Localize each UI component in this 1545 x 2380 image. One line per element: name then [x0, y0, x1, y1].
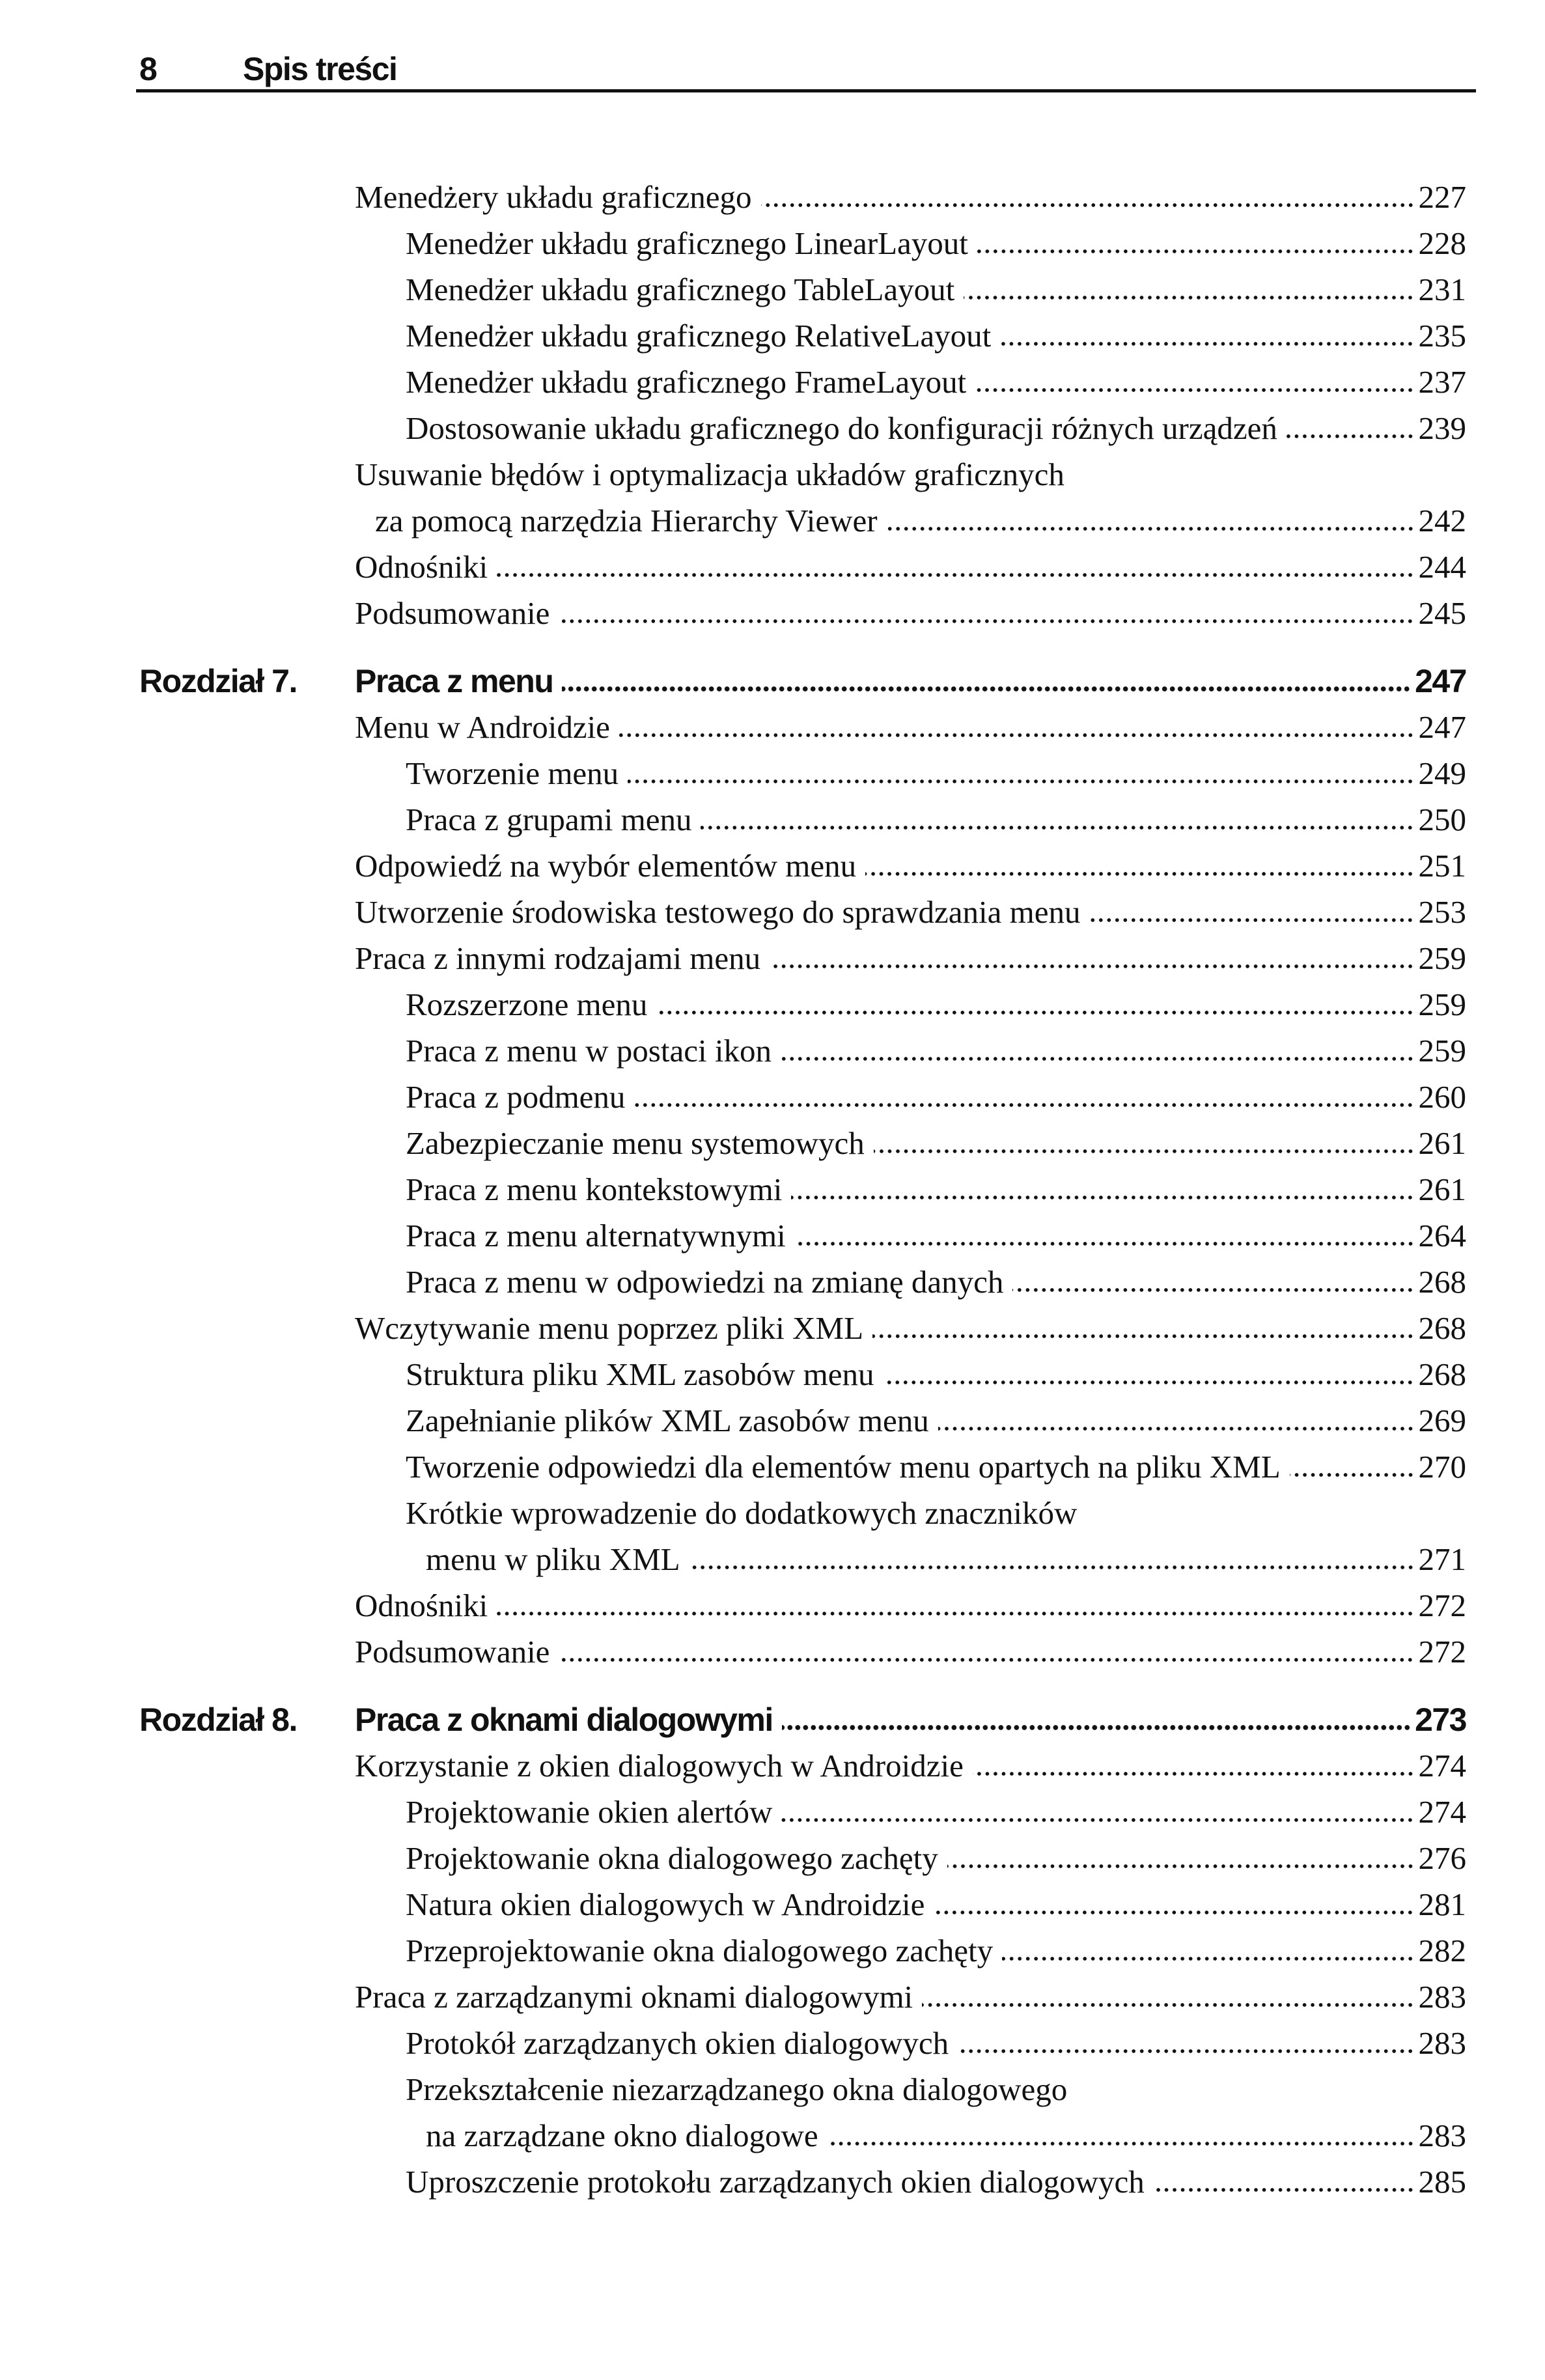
- toc-row[interactable]: [0, 1586, 1545, 1625]
- chapter-label: Rozdział 7.: [139, 663, 297, 699]
- dot-leader: [872, 1334, 1414, 1338]
- page-ref: 270: [1418, 1449, 1466, 1485]
- toc-row[interactable]: [0, 754, 1545, 793]
- dot-leader: [947, 1864, 1415, 1868]
- page-ref: 239: [1418, 410, 1466, 446]
- toc-entry: [406, 1216, 1466, 1255]
- toc-row[interactable]: [0, 1401, 1545, 1440]
- page-ref: 259: [1418, 987, 1466, 1022]
- dot-leader: [828, 2142, 1415, 2146]
- toc-row[interactable]: [0, 594, 1545, 633]
- dot-leader: [887, 527, 1415, 531]
- dot-leader: [795, 1242, 1415, 1246]
- page-header: [0, 0, 1545, 104]
- toc-entry: [355, 847, 1466, 886]
- page-ref: 281: [1418, 1886, 1466, 1922]
- page-ref: 260: [1418, 1079, 1466, 1115]
- dot-leader: [1002, 1957, 1414, 1961]
- toc-entry: [406, 1355, 1466, 1394]
- toc-row[interactable]: [0, 939, 1545, 978]
- page-ref: 242: [1418, 503, 1466, 539]
- page-ref: 250: [1418, 802, 1466, 837]
- toc-entry: [406, 800, 1466, 839]
- dot-leader: [1012, 1288, 1414, 1292]
- page-ref: 247: [1418, 709, 1466, 745]
- dot-leader: [562, 686, 1411, 692]
- toc-row[interactable]: [0, 363, 1545, 402]
- section-title: Spis treści: [243, 51, 397, 87]
- page-ref: 274: [1418, 1794, 1466, 1830]
- page-ref: 249: [1418, 755, 1466, 791]
- page-ref: 276: [1418, 1840, 1466, 1876]
- toc-row[interactable]: [0, 1355, 1545, 1394]
- toc-entry: [355, 939, 1466, 978]
- toc-entry: [375, 501, 1466, 540]
- dot-leader: [634, 1103, 1414, 1107]
- dot-leader: [883, 1380, 1414, 1384]
- toc-entry: [406, 1839, 1466, 1878]
- dot-leader: [874, 1149, 1415, 1153]
- dot-leader: [628, 779, 1414, 783]
- entry-title: Menedżer układu graficznego FrameLayout: [406, 364, 967, 400]
- dot-leader: [761, 203, 1415, 207]
- toc-entry: [355, 1632, 1466, 1672]
- entry-title: Praca z zarządzanymi oknami dialogowymi: [355, 1979, 913, 2015]
- toc-row[interactable]: [0, 1746, 1545, 1785]
- dot-leader: [934, 1911, 1414, 1914]
- page-ref: 271: [1418, 1541, 1466, 1577]
- entry-title: Podsumowanie: [355, 595, 550, 631]
- toc-entry: [406, 270, 1466, 309]
- toc-row[interactable]: [0, 1839, 1545, 1878]
- entry-title: na zarządzane okno dialogowe: [426, 2118, 818, 2153]
- page-ref: 261: [1418, 1125, 1466, 1161]
- dot-leader: [781, 1818, 1414, 1822]
- dot-leader: [689, 1565, 1415, 1569]
- dot-leader: [781, 1057, 1415, 1061]
- toc-row[interactable]: [0, 1170, 1545, 1209]
- toc-entry: [406, 754, 1466, 793]
- entry-title: Odnośniki: [355, 1588, 488, 1623]
- toc-row[interactable]: [0, 270, 1545, 309]
- dot-leader: [701, 826, 1414, 830]
- page-ref: 231: [1418, 272, 1466, 307]
- page-ref: 264: [1418, 1218, 1466, 1253]
- entry-title: Praca z grupami menu: [406, 802, 692, 837]
- entry-title: Natura okien dialogowych w Androidzie: [406, 1886, 925, 1922]
- chapter-heading[interactable]: [0, 1700, 1545, 1739]
- toc-row[interactable]: [0, 224, 1545, 263]
- entry-title: Zapełnianie plików XML zasobów menu: [406, 1403, 929, 1438]
- page-ref: 282: [1418, 1933, 1466, 1968]
- page-ref: 237: [1418, 364, 1466, 400]
- toc-entry: [406, 363, 1466, 402]
- page-ref: 283: [1418, 2118, 1466, 2153]
- toc-row[interactable]: [0, 1494, 1545, 1533]
- toc-entry: [406, 224, 1466, 263]
- toc-entry: [406, 1793, 1466, 1832]
- toc-entry: [406, 1885, 1466, 1924]
- page-ref: 244: [1418, 549, 1466, 585]
- entry-title: Menedżer układu graficznego LinearLayout: [406, 225, 968, 261]
- dot-leader: [497, 1612, 1414, 1616]
- dot-leader: [619, 733, 1415, 737]
- entry-title: Projektowanie okien alertów: [406, 1794, 773, 1830]
- toc-entry: [355, 1746, 1466, 1785]
- entry-title: Uproszczenie protokołu zarządzanych okien dialogowych: [406, 2164, 1145, 2200]
- dot-leader: [1000, 342, 1414, 346]
- dot-leader: [973, 1772, 1415, 1776]
- page-ref: 259: [1418, 1033, 1466, 1069]
- page-ref: 247: [1415, 663, 1466, 699]
- dot-leader: [958, 2049, 1414, 2053]
- dot-leader: [865, 872, 1414, 876]
- page-ref: 227: [1418, 179, 1466, 215]
- toc-row[interactable]: [0, 1931, 1545, 1970]
- page-ref: 283: [1418, 1979, 1466, 2015]
- entry-title: Korzystanie z okien dialogowych w Androidzie: [355, 1748, 964, 1784]
- toc-row[interactable]: [0, 1216, 1545, 1255]
- toc-row[interactable]: [0, 1309, 1545, 1348]
- chapter-heading[interactable]: [0, 662, 1545, 701]
- toc-row[interactable]: [0, 1448, 1545, 1487]
- entry-title: Struktura pliku XML zasobów menu: [406, 1356, 874, 1392]
- entry-title: Praca z menu w odpowiedzi na zmianę danych: [406, 1264, 1004, 1300]
- dot-leader: [791, 1196, 1414, 1199]
- page-ref: 268: [1418, 1310, 1466, 1346]
- entry-title: Przekształcenie niezarządzanego okna dialogowego: [406, 2071, 1068, 2107]
- entry-title: Zabezpieczanie menu systemowych: [406, 1125, 865, 1161]
- dot-leader: [975, 388, 1414, 392]
- page-ref: 274: [1418, 1748, 1466, 1784]
- dot-leader: [559, 1658, 1414, 1662]
- dot-leader: [782, 1725, 1411, 1730]
- page-ref: 285: [1418, 2164, 1466, 2200]
- page-ref: 228: [1418, 225, 1466, 261]
- toc-entry: [355, 662, 1466, 701]
- toc-row[interactable]: [0, 800, 1545, 839]
- toc-entry: [355, 548, 1466, 587]
- page-ref: 268: [1418, 1356, 1466, 1392]
- toc-entry: [355, 1700, 1466, 1739]
- entry-title: Utworzenie środowiska testowego do sprawdzania menu: [355, 894, 1081, 930]
- page-ref: 259: [1418, 940, 1466, 976]
- entry-title: Wczytywanie menu poprzez pliki XML: [355, 1310, 864, 1346]
- toc-row[interactable]: [0, 1263, 1545, 1302]
- dot-leader: [497, 573, 1414, 577]
- toc-row[interactable]: [0, 1031, 1545, 1071]
- page-ref: 272: [1418, 1634, 1466, 1670]
- toc-entry: [355, 455, 1466, 494]
- toc-row[interactable]: [0, 893, 1545, 932]
- toc-entry: [406, 1124, 1466, 1163]
- entry-title: Praca z menu alternatywnymi: [406, 1218, 786, 1253]
- toc-row[interactable]: [0, 2163, 1545, 2202]
- toc-row[interactable]: [0, 548, 1545, 587]
- toc-row[interactable]: [0, 2070, 1545, 2109]
- entry-title: Menedżer układu graficznego TableLayout: [406, 272, 955, 307]
- entry-title: za pomocą narzędzia Hierarchy Viewer: [375, 503, 878, 539]
- toc-entry: [355, 178, 1466, 217]
- dot-leader: [656, 1011, 1414, 1015]
- toc-row[interactable]: [0, 2024, 1545, 2063]
- toc-row[interactable]: [0, 455, 1545, 494]
- toc-entry: [406, 1170, 1466, 1209]
- toc-entry: [406, 1494, 1466, 1533]
- toc-entry: [355, 708, 1466, 747]
- toc-row[interactable]: [0, 409, 1545, 448]
- page-ref: 269: [1418, 1403, 1466, 1438]
- entry-title: Protokół zarządzanych okien dialogowych: [406, 2025, 949, 2061]
- toc-row[interactable]: [0, 708, 1545, 747]
- toc-row[interactable]: [0, 847, 1545, 886]
- page-ref: 245: [1418, 595, 1466, 631]
- entry-title: Menedżer układu graficznego RelativeLayout: [406, 318, 992, 354]
- toc-row[interactable]: [0, 316, 1545, 356]
- toc-entry: [406, 1448, 1466, 1487]
- toc-entry: [406, 1031, 1466, 1071]
- dot-leader: [1287, 434, 1415, 438]
- page-ref: 253: [1418, 894, 1466, 930]
- toc-entry: [406, 1931, 1466, 1970]
- dot-leader: [770, 964, 1414, 968]
- toc-row[interactable]: [0, 1632, 1545, 1672]
- toc-row[interactable]: [0, 1885, 1545, 1924]
- page-ref: 251: [1418, 848, 1466, 884]
- toc-entry: [355, 594, 1466, 633]
- entry-title: Tworzenie odpowiedzi dla elementów menu opartych na pliku XML: [406, 1449, 1281, 1485]
- entry-title: Tworzenie menu: [406, 755, 619, 791]
- toc-entry: [406, 409, 1466, 448]
- entry-title: Odpowiedź na wybór elementów menu: [355, 848, 857, 884]
- entry-title: Odnośniki: [355, 549, 488, 585]
- toc-entry: [355, 1978, 1466, 2017]
- toc-row[interactable]: [0, 1793, 1545, 1832]
- toc-row-continuation[interactable]: [0, 501, 1545, 540]
- entry-title: Praca z menu: [355, 663, 553, 699]
- dot-leader: [938, 1427, 1415, 1431]
- toc-entry: [355, 1309, 1466, 1348]
- entry-title: Podsumowanie: [355, 1634, 550, 1670]
- entry-title: Praca z podmenu: [406, 1079, 626, 1115]
- toc-entry: [406, 1401, 1466, 1440]
- entry-title: Projektowanie okna dialogowego zachęty: [406, 1840, 938, 1876]
- entry-title: Praca z innymi rodzajami menu: [355, 940, 761, 976]
- page-ref: 283: [1418, 2025, 1466, 2061]
- page-ref: 272: [1418, 1588, 1466, 1623]
- entry-title: Praca z menu kontekstowymi: [406, 1171, 783, 1207]
- toc-entry: [426, 1540, 1466, 1579]
- entry-title: Praca z oknami dialogowymi: [355, 1701, 773, 1738]
- entry-title: Dostosowanie układu graficznego do konfiguracji różnych urządzeń: [406, 410, 1277, 446]
- toc-entry: [406, 2070, 1466, 2109]
- entry-title: Krótkie wprowadzenie do dodatkowych znaczników: [406, 1495, 1078, 1531]
- toc-entry: [406, 316, 1466, 356]
- dot-leader: [559, 619, 1414, 623]
- toc-row[interactable]: [0, 1078, 1545, 1117]
- entry-title: Menedżery układu graficznego: [355, 179, 752, 215]
- dot-leader: [964, 296, 1414, 300]
- page-ref: 273: [1415, 1701, 1466, 1738]
- page-ref: 268: [1418, 1264, 1466, 1300]
- page-number: 8: [139, 51, 157, 87]
- dot-leader: [977, 249, 1415, 253]
- entry-title: Rozszerzone menu: [406, 987, 648, 1022]
- toc-row-continuation[interactable]: [0, 1540, 1545, 1579]
- toc-row[interactable]: [0, 1124, 1545, 1163]
- toc-entry: [406, 1263, 1466, 1302]
- dot-leader: [1089, 918, 1414, 922]
- entry-title: Usuwanie błędów i optymalizacja układów graficznych: [355, 456, 1065, 492]
- header-rule: [136, 89, 1476, 92]
- toc-entry: [426, 2116, 1466, 2155]
- toc-row[interactable]: [0, 985, 1545, 1024]
- entry-title: Praca z menu w postaci ikon: [406, 1033, 772, 1069]
- toc-entry: [355, 1586, 1466, 1625]
- dot-leader: [1290, 1473, 1415, 1477]
- page-ref: 235: [1418, 318, 1466, 354]
- toc-entry: [355, 893, 1466, 932]
- toc-entry: [406, 2024, 1466, 2063]
- dot-leader: [922, 2003, 1414, 2007]
- entry-title: Menu w Androidzie: [355, 709, 610, 745]
- toc-entry: [406, 985, 1466, 1024]
- toc-entry: [406, 1078, 1466, 1117]
- toc-row[interactable]: [0, 1978, 1545, 2017]
- dot-leader: [1154, 2188, 1415, 2192]
- entry-title: menu w pliku XML: [426, 1541, 680, 1577]
- toc-entry: [406, 2163, 1466, 2202]
- entry-title: Przeprojektowanie okna dialogowego zachęty: [406, 1933, 994, 1968]
- page-ref: 261: [1418, 1171, 1466, 1207]
- chapter-label: Rozdział 8.: [139, 1701, 297, 1738]
- toc-row-continuation[interactable]: [0, 2116, 1545, 2155]
- toc-row[interactable]: [0, 178, 1545, 217]
